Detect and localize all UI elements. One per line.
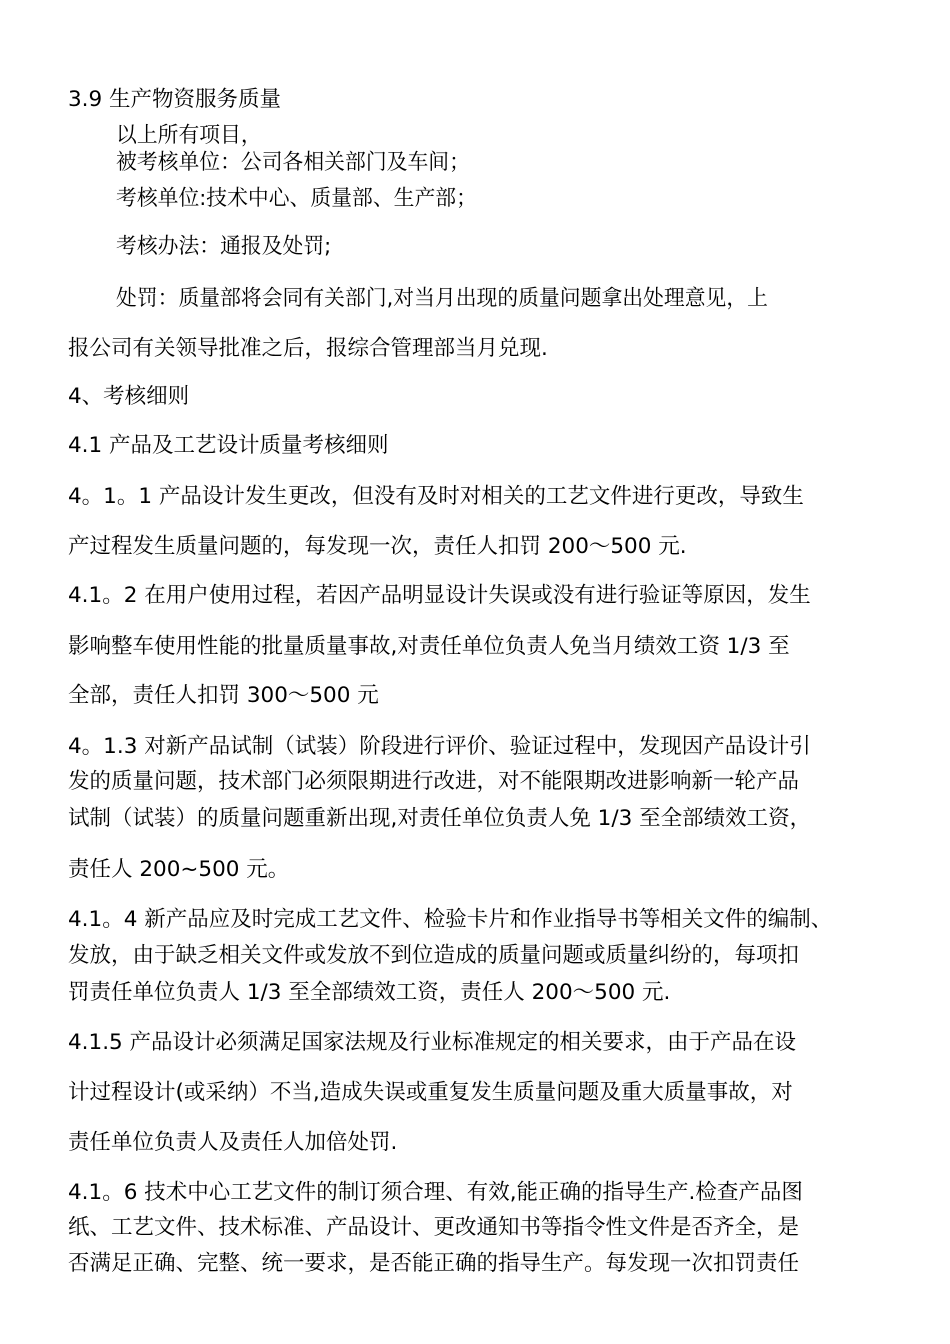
clause-line: 4.1。4 新产品应及时完成工艺文件、检验卡片和作业指导书等相关文件的编制、 (68, 907, 833, 932)
clause-line: 试制（试装）的质量问题重新出现,对责任单位负责人免 1/3 至全部绩效工资， (68, 806, 812, 831)
clause-line: 产过程发生质量问题的，每发现一次，责任人扣罚 200～500 元. (68, 534, 687, 559)
paragraph-line: 处罚：质量部将会同有关部门,对当月出现的质量问题拿出处理意见，上 (116, 286, 768, 311)
clause-line: 发放，由于缺乏相关文件或发放不到位造成的质量问题或质量纠纷的，每项扣 (68, 943, 800, 968)
clause-line: 计过程设计(或采纳）不当,造成失误或重复发生质量问题及重大质量事故，对 (68, 1080, 793, 1105)
paragraph-line: 考核单位:技术中心、质量部、生产部； (116, 186, 477, 211)
clause-line: 4.1。6 技术中心工艺文件的制订须合理、有效,能正确的指导生产.检查产品图 (68, 1180, 803, 1205)
section-heading-4: 4、考核细则 (68, 384, 190, 409)
clause-line: 全部，责任人扣罚 300～500 元 (68, 683, 379, 708)
clause-line: 4.1.5 产品设计必须满足国家法规及行业标准规定的相关要求，由于产品在设 (68, 1030, 797, 1055)
clause-line: 责任人 200~500 元。 (68, 857, 290, 882)
clause-line: 纸、工艺文件、技术标准、产品设计、更改通知书等指令性文件是否齐全，是 (68, 1215, 800, 1240)
paragraph-line: 考核办法：通报及处罚; (116, 234, 332, 259)
clause-line: 4.1。2 在用户使用过程，若因产品明显设计失误或没有进行验证等原因，发生 (68, 583, 811, 608)
section-heading-3-9: 3.9 生产物资服务质量 (68, 87, 282, 112)
clause-line: 发的质量问题，技术部门必须限期进行改进，对不能限期改进影响新一轮产品 (68, 769, 800, 794)
clause-line: 否满足正确、完整、统一要求，是否能正确的指导生产。每发现一次扣罚责任 (68, 1251, 800, 1276)
paragraph-line: 以上所有项目， (116, 123, 262, 148)
clause-line: 4。1.3 对新产品试制（试装）阶段进行评价、验证过程中，发现因产品设计引 (68, 734, 811, 759)
paragraph-line: 报公司有关领导批准之后，报综合管理部当月兑现. (68, 336, 548, 361)
clause-line: 4。1。1 产品设计发生更改，但没有及时对相关的工艺文件进行更改，导致生 (68, 484, 804, 509)
section-heading-4-1: 4.1 产品及工艺设计质量考核细则 (68, 433, 389, 458)
clause-line: 影响整车使用性能的批量质量事故,对责任单位负责人免当月绩效工资 1/3 至 (68, 634, 790, 659)
clause-line: 责任单位负责人及责任人加倍处罚. (68, 1130, 398, 1155)
clause-line: 罚责任单位负责人 1/3 至全部绩效工资，责任人 200～500 元. (68, 980, 671, 1005)
paragraph-line: 被考核单位：公司各相关部门及车间； (116, 150, 470, 175)
